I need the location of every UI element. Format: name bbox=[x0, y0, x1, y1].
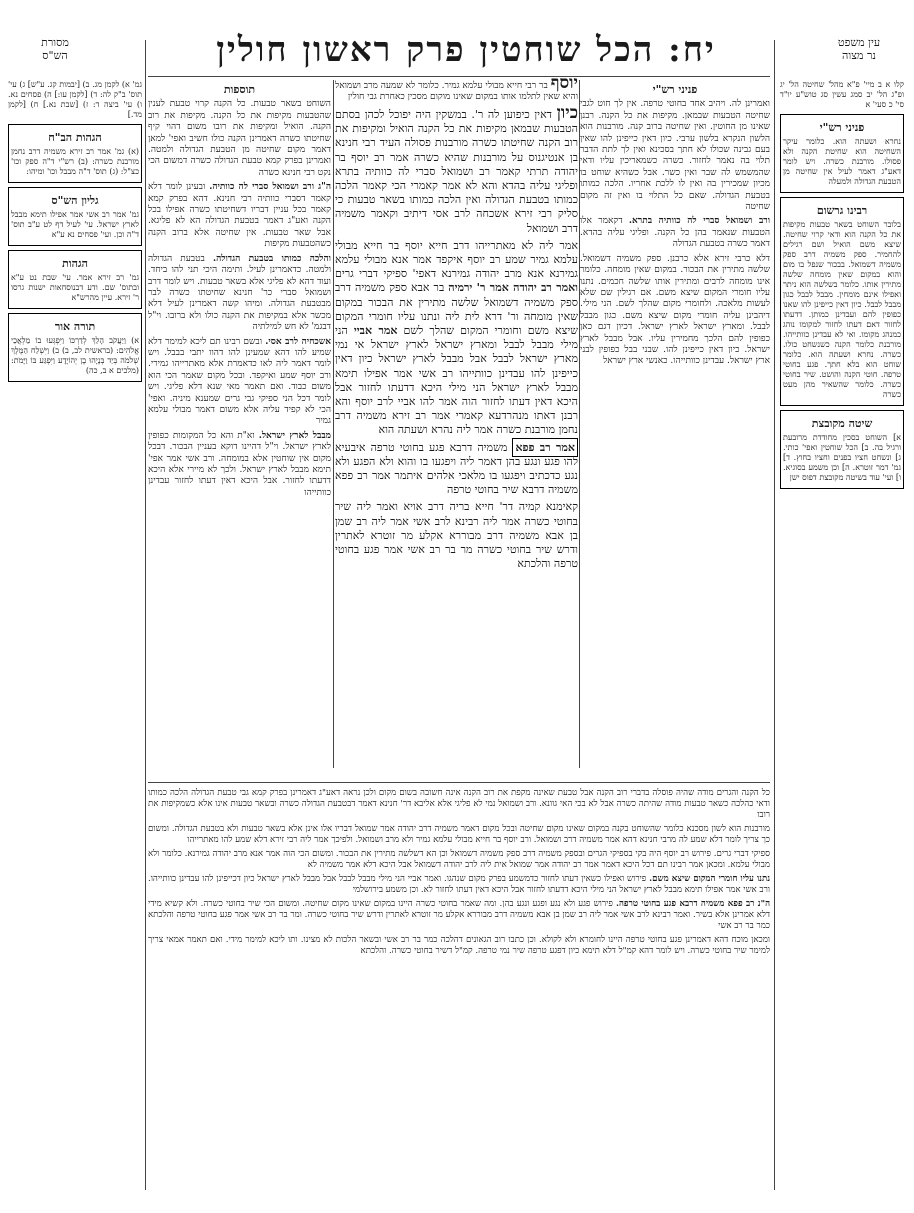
bottom-paragraph-6: ומכאן מוכח דהא דאמרינן פגע בחוטי טרפה היינו לחומרא ולא לקולא. וכן כתבו רוב הגאונים דהלכה כמר בר רב אשי ובשאר הלכות לא מצינו. ותו ליכא למימר מידי. ואם תאמר אמאי צריך למימר שיר בחוטי כשרה. ויש לומר דהא קמ"ל דלא תימא כיון דפגע טרפה שיר נמי טרפה. קמ"ל דשיר בחוטי כשרה. והלכתא bbox=[148, 935, 770, 956]
tosafot-text-3: בטבעת הגדולה ולמטה. כדאמרינן לעיל. ותימה היכי תני להו ביחד. ועוד דהא לא פליגי אלא בשאר טבעות. ויש לומר דרב ושמואל סברי כר' חנינא שחיטתו כשרה לבר מבטבעת הגדולה. ומיהו קשה דאמרינן לעיל דלא מכשר אלא במקיפות את הקנה כולו ולא ברובו. וי"ל דבגמ' לא חש למילתיה bbox=[148, 253, 331, 333]
main-paragraph-2 bbox=[335, 239, 578, 438]
rashi-paragraph-1: ואמרינן לה. ויהיב אחד בחוטי טרפה. אין לך חוט לגבי שחיטה הטבעות שבמאן. מקיפות את כל הקנה. רבנן שאינו מן החוטין. ואין שחיטה ברוב קנה. מורבנות הוא הלשון הנקרא בלשון ערבי. כיון דאין כייפינן להו שאין בעם גבינה שכולו לא חתך בסכינא ואין לך לתת הדבר תלוי בה נאמר לחזור. כשרה כשמאריכין עליו ודאי שהמשמש לה שבר ואין כשר. אבל כשהיא שוחט בו מכיון שמכירין בה ואין לו ללכת אחריו. הלכה כמותו בטבעת הגדולה. שאם כל התלוי בו ואין זה מקום שחיטה bbox=[580, 99, 770, 213]
rashi-text-3: דקאמר אלו הטבעות שנאמר בהן כל הקנה. ופליגי עליה בהדא. דאמר כשרה בטבעת הגדולה bbox=[580, 216, 770, 250]
opening-word: יוסף bbox=[550, 78, 578, 93]
bottom-paragraph-2: מורבנות הוא לשון מסכנא כלומר שהשוחט בקנה במקום שאינו מקום שחיטה ובכל מקום דאמר משמיה דרב יהודה אמר שמואל דבריו אלו אינן אלא בשאר טבעות ולא בטבעת הגדולה. ומשום כך צריך לומר דלא שמע לה מרבי חנינא דהא אמר משמיה דרב ושמואל. ורב יוסף בר חייא מבולי עלמא גמיר ולא מרב ושמואל. ולפיכך אמר ליה רבי זירא דלא שמע להו מאתרייהו bbox=[148, 824, 770, 845]
rabbeinu-gershom-text: בלובר השוחט בשאר טבעות מקיפות את כל הקנה הוא ודאי קרוי שחיטה. שיצא משם הואיל ושם רגילים להחמיר. ספק משמיה דרב ספק משמיה דשמואל. בבכור שנפל בו מום והוא במקום שאין מומחה שלשה מתירין אותו. כלומר בשלשה הוא ניתר ואפילו אינם מומחין. מבבל לבבל כגון מבבל לבבל. כיון דאין כייפינן להו שאנו כפופין להם ועבדינן כמותן. דדעתו לחזור דאם דעתו לחזור למקומו נוהג כמנהג מקומו. ואי לא עבדינן כוותייהו. מורבנת כלומר הקנה כשנשחט כולו. כשרה. נחרא ושעתה הוא. כלומר שוחט הוא בלא חתך. פגע בחוטי טרפה. חוטי הקנה והושט. שיר בחוטי כשרה. כלומר שהשאיר מהן מעט כשרה bbox=[783, 220, 901, 399]
rabbeinu-gershom-title: רבינו גרשום bbox=[816, 204, 868, 217]
tosafot-paragraph-4 bbox=[148, 337, 331, 428]
tosafot-title: תוספות bbox=[223, 83, 256, 96]
column-rule-right bbox=[774, 40, 775, 1190]
main-paragraph-3 bbox=[335, 441, 578, 498]
torah-or-title: תורה אור bbox=[54, 320, 96, 333]
bottom-paragraph-5 bbox=[148, 899, 770, 932]
bottom-section-rule bbox=[148, 782, 770, 783]
tosafot-paragraph-5 bbox=[148, 431, 331, 499]
bottom-paragraph-4 bbox=[148, 874, 770, 896]
masoret-label: מסורת הש"ס bbox=[41, 36, 69, 62]
body6-text: קאימנא קמיה דר' חייא בריה דרב אויא ואמר ליה שיר בחוטי כשרה אמר ליה רבינא לרב אשי אמר ליה רב שמן בן אבא משמיה דרב מבוררא אקלע מר זוטרא לאתרין ודרש שיר בחוטי כשרה מר בר רב אשי אמר פגע בחוטי טרפה והלכתא bbox=[335, 500, 578, 571]
rashi-gems-title: פניני רש"י bbox=[819, 121, 865, 134]
main-paragraph-1 bbox=[335, 103, 578, 236]
tosafot-bold-2: והלכה כמותו בטבעת הגדולה. bbox=[212, 253, 331, 264]
ein-mishpat-entry: קלו א ב מיי' פ"א מהל' שחיטה הל' יג ופ"ג הל' יב סמג עשין סג טוש"ע יו"ד סי' כ סעי' א bbox=[780, 80, 904, 109]
hagahot-bach-text: (א) גמ' אמר רב זירא משמיה דרב נחמן מורבנת כשרה: (ב) רש"י ד"ה ספק וכו' כצ"ל: (ג) תוס' ד"ה מבבל וכו' ומיהו: bbox=[11, 147, 139, 176]
main-opening bbox=[335, 78, 578, 103]
tosafot-paragraph-1: השוחט בשאר טבעות. כל הקנה קרוי טבעת לענין שהטבעות מקיפות את כל הקנה. מקיפות את רוב הקנה. הואיל ומקיפות את רובו משום דהוי קיף שחיטתו כשרה דאמרינן הקנה כולו חשיב ואפי' למאן דאמר מקום שחיטה מן הטבעת הגדולה ולמטה. ואמרינן בפרק קמא טבעת הגדולה כשרה דמשום הכי נקט רבי חנינא כשרה bbox=[148, 99, 331, 178]
hagahot-title: הגהות bbox=[62, 257, 88, 270]
rashi-paragraph-2 bbox=[580, 216, 770, 250]
column-rule-left bbox=[145, 40, 146, 1190]
tosafot-commentary bbox=[148, 78, 331, 768]
rashi-paragraph-3: דלא כרבי זירא אלא כרבנן. ספק משמיה דשמואל. שלשה מתירין את הבכור. במקום שאין מומחה. כלומר אינו מומחה לרבים ומתירין אותו שלשה חכמים. נתנו עליו חומרי המקום שיצא משם. אם רגילין שם שלא לעשות מלאכה. ולחומרי מקום שהלך לשם. הני מילי. דיהבינן עליה חומרי מקום שיצא משם. כגון מבבל לבבל. ומארץ ישראל לארץ ישראל. דכיון דגם כאן כפופין להם הלכך מחמירין עליו. אבל מבבל לארץ ישראל. כיון דאין כייפינן להו. שבני בבל כפופין לבני ארץ ישראל. עבדינן כוותייהו. כאנשי ארץ ישראל bbox=[580, 253, 770, 367]
body3-bold: אמר אביי bbox=[353, 324, 398, 338]
main-column-rule-left bbox=[333, 80, 334, 768]
rashi-title: פניני רש"י bbox=[652, 83, 698, 96]
hagahot-box bbox=[8, 250, 142, 309]
left-margin bbox=[8, 40, 142, 1020]
body1-text: דאין כיפוען לה ר'. במשקין היה יפוכל לכהן בסתם הטבעות שבמאן מקיפות את כל הקנה הואיל ומקיפות את רוב הקנה שחיטתו כשרה מורבנות פסולה העיד רבי חנינא בן אנטיגנוס על מורבנות שהיא כשרה אמר רב יוסף בר יהודה תרתי קאמר רב ושמואל סברי לה כוותיה בתרא ופליגי עליה בהדא והא לא אמר קאמרי הכי קאמר הלכה כמותו בטבעת הגדולה ואין הלכה כמותו בשאר טבעות כי סליק רבי זירא אשכחה לרב אסי דיתיב וקאמר משמיה דרב ושמואל bbox=[335, 108, 578, 235]
tosafot-text-4: ובשם רבינו תם ליכא למימר דלא שמיע להו דהא שמעינן להו דהוו יתבי בבבל. ויש לומר דאמר ליה לאו כדאמרת אלא מאתרייהו גמירי. ורב יוסף שמע ואיקפד. ובכל מקום שאמר הכי הוא משום כבוד. ואם תאמר מאי שנא דלא פליגי. ויש לומר דכל הני ספיקי גבי גרים שמענא מיניה. ואפי' הכי לא קפיד עליה אלא משום דאמר מבולי עלמא גמיר bbox=[148, 336, 331, 427]
rashi-gems-box bbox=[780, 114, 904, 193]
main-gemara-text bbox=[335, 78, 578, 768]
bottom-text-4: פירוש ואפילו כשאין דעתו לחזור כדמשמע בפרק מקום שנהגו. ואמר אביי הני מילי מבבל לבבל אבל מבבל לארץ ישראל כיון דכייפינן להו עבדינן כוותייהו. ורב אשי אמר אפילו תימא מבבל לארץ ישראל הני מילי היכא דדעתו לחזור אבל היכא דאין דעתו לחזור לא. וכן משמע בירושלמי bbox=[148, 874, 770, 895]
body2-text: אמר ליה לא מאתרייהו דרב חייא יוסף בר חייא מבולי עלמא גמיר שמע רב יוסף איקפד אמר אנא מבולי עלמא גמירנא אנא מרב יהודה גמירנא דאפי' ספיקי דברי גרים bbox=[335, 238, 578, 281]
rabbeinu-gershom-box bbox=[780, 197, 904, 406]
torah-or-text: א) וַיַּעֲקֹב הָלַךְ לְדַרְכּוֹ וַיִּפְגְּעוּ בוֹ מַלְאֲכֵי אֱלֹהִים: (בראשית לב, ב) ב) וַיִּשְׁלַח הַמֶּלֶךְ שְׁלֹמֹה בְּיַד בְּנָיָהוּ בֶן יְהוֹיָדָע וַיִּפְגַּע בּוֹ וַיָּמֹת: (מלכים א ב, כה) bbox=[11, 336, 139, 375]
bottom-bold-1: נתנו עליו חומרי המקום שיצא משם. bbox=[649, 874, 770, 884]
rashi-bold-1: ורב ושמואל סברי לה כוותיה בתרא. bbox=[628, 216, 770, 227]
main-paragraph-4 bbox=[335, 500, 578, 571]
tosafot-text-5: וא"ת והא כל המקומות כפופין לארץ ישראל. וי"ל דהיינו דוקא בעניין הבכור. דבכל מקום אין שוחטין אלא במומחה. ורב אשי אמר אפי' תימא מבבל לארץ ישראל. ולכך לא מיירי אלא היכא דדעתו לחזור. אבל היכא דאין דעתו לחזור עבדינן כוותייהו bbox=[148, 430, 331, 498]
boxed-phrase: אמר רב פפא bbox=[512, 438, 578, 457]
bottom-paragraph-3: ספיקי דברי גרים. פירוש רב יוסף היה בקי בספיקי הגרים ובספק משמיה דרב ספק משמיה דשמואל וכן הא דשלשה מתירין את הבכור. ומשום הכי הוה אמר אנא מרב יהודה גמירנא. כלומר ולא מבולי עלמא. ומכאן אמר רבינו תם דכל היכא דאמר אמר רב יהודה אמר שמואל אית ליה לרב יהודה דשמואל אבל היכא דלא אמר משמיה לא bbox=[148, 849, 770, 870]
gilyon-hashas-title: גליון הש"ס bbox=[51, 194, 99, 207]
tosafot-bold-3: אשכחיה לרב אסי. bbox=[265, 336, 331, 347]
hagahot-bach-box bbox=[8, 124, 142, 183]
right-margin bbox=[780, 40, 904, 1020]
body4-text: הני מילי מבבל לבבל ומארץ ישראל לארץ ישראל אי נמי מארץ ישראל לבבל אבל מבבל לארץ ישראל כיון דאין כייפינן להו עבדינן כוותייהו רב אשי אמר אפילו תימא מבבל לארץ ישראל הני מילי היכא דדעתו לחזור אבל היכא דאין דעתו לחזור הוה אמר להו אביי לרב יוסף והא רבנן דאתו מנהרדעא קאמרי אמר רב זירא משמיה דרב נחמן מורבנת כשרה אמר ליה נהרא ושעתה הוא bbox=[335, 324, 578, 437]
rashi-gems-text: נחרא ושעתה הוא. כלומר עיקר השחיטה הוא שחיטת הקנה ולא פסולו. מורבנת כשרה. ויש לומר דאע"ג דאמר לעיל אין שחיטה מן הטבעת הגדולה ולמעלה bbox=[783, 137, 901, 186]
page-title: יח: הכל שוחטין פרק ראשון חולין bbox=[216, 30, 716, 70]
opening-text: בר רבי חייא מבולי עלמא גמיר. כלומר לא שמעה מרב ושמואל והיא שאין לתלמו אותו במקום שאינו מוקום מסכין כאחרת גבי חולין bbox=[335, 81, 578, 102]
hagahot-bach-title: הגהות הב"ח bbox=[48, 131, 102, 144]
gilyon-hashas-text: גמ' אמר רב אשי אמר אפילו תימא מבבל לארץ ישראל. עי' לעיל דף לט ע"ב תוס' ד"ה וכן. ועי' פסחים נא ע"א bbox=[11, 210, 139, 239]
gilyon-hashas-box bbox=[8, 187, 142, 246]
rashi-commentary bbox=[580, 78, 770, 768]
tosafot-paragraph-2 bbox=[148, 182, 331, 250]
ein-mishpat-label: עין משפט נר מצוה bbox=[837, 36, 881, 62]
tosafot-bold-1: ה"ג ורב ושמואל סברי לה כוותיה. bbox=[209, 182, 331, 193]
shita-mekubetzet-box bbox=[780, 410, 904, 489]
torah-or-box bbox=[8, 313, 142, 382]
hagahot-text: גמ' רב זירא אמר. עי' שבת נט ע"א ובתוס' שם. ודע דבנוסחאות ישנות גרסו ר' זירא. עיין מהרש"א bbox=[11, 273, 139, 302]
tosafot-bold-4: מבבל לארץ ישראל. bbox=[258, 430, 331, 441]
header-rule bbox=[148, 76, 770, 77]
bottom-text-5: פירוש פגע ולא נגע ופגע ונגע בהן. ומה שאמר בחוטי כשרה היינו במקום שאינו מקום שחיטה. ומשום הכי שיר בחוטי כשרה. ולא קשיא מידי דלא אמרינן אלא בשיר. ואמר רבינא לרב אשי אמר ליה רב שמן בן אבא משמיה דרב מבוררא אקלע מר זוטרא לאתרין ודרש שיר בחוטי כשרה. ומר בר רב אשי אמר פגע בחוטי טרפה והלכתא כמר בר רב אשי bbox=[148, 899, 770, 931]
bottom-bold-2: ה"נ רב פפא משמיה דרבא פגע בחוטי טרפה. bbox=[616, 899, 770, 909]
body2-bold: ואמר רב יהודה אמר ר' ירמיה bbox=[448, 281, 578, 295]
body3-text: בר אבא ספק משמיה דרב ספק משמיה דשמואל שלשה מתירין את הבכור במקום שאין מומחה ור' דרא לית ליה ונתנו עליו חומרי המקום שיצא משם וחומרי המקום שהלך לשם bbox=[335, 281, 578, 338]
tosafot-text-2: ובעינן לומר דלא קאמר דסברי כוותיה רבי חנינא. דהא בפרק קמא קאמר בכל עניין דבריו דשחיטתו כשרה אפילו בכל הקנה ואע"ג דאמר בטבעת הגדולה הא לא פליגא. אבל שאר טבעות. אין שחיטה אלא ברוב הקנה כשהטבעות מקיפות bbox=[148, 182, 331, 250]
tosafot-paragraph-3 bbox=[148, 254, 331, 334]
body1-word: כיון bbox=[556, 103, 578, 123]
body5-text: משמיה דרבא פגע בחוטי טרפה איבעיא להו פגע ונגע בהן דאמר ליה ויפגעו בו והוא ולא הפגע ולא נגע כדכתיב ויפגעו בו מלאכי אלהים איתמר אמר רב פפא משמיה דרבא שיר בחוטי טרפה bbox=[335, 440, 578, 497]
shita-mekubetzet-text: א] השוחט בסכין מחודדת מרובעת ורגיל בה. ב] הכל שוחטין ואפי' כותי. ג] ונשחט חציו בפנים וחציו בחוץ. ד] גמ' דמר זוטרא. ה] וכן משמע בסוגיא. ו] ועי' עוד בשיטה מקובצת דפוס ישן bbox=[783, 433, 901, 482]
bottom-paragraph-1: כל הקנה והגרים מודה שהיה פוסלה בדברי רוב הקנה אבל טבעת שאינה מקפת את רוב הקנה אינה חשובה בשום מקום ולכן נראה דאע"ג דאמרינן בפרק קמא גבי טבעת הגדולה הלכה כמותו ודאי כהלכה כשאר טבעות מודה שהיתה כשרה אבל לא בכי האי גוונא. ורב ושמואל נמי לא פליגי אלא אליבא דר' חנינא דאמר דבטבעת הגדולה כשרה ובשאר טבעות אינו אלא כשמקיפות את רובו bbox=[148, 788, 770, 820]
bottom-commentary bbox=[148, 788, 770, 1183]
shita-mekubetzet-title: שיטה מקובצת bbox=[811, 417, 873, 430]
masoret-text: גמ' א) לקמן מג. ב) [יבמות קג. ע"ש] ג) עי' תוס' ב"ק לה: ד) [לקמן עו:] ה) פסחים נא. ו) עי' ביצה ד: ז) [שבת נא.] ח) [לקמן מד.] bbox=[8, 80, 142, 119]
